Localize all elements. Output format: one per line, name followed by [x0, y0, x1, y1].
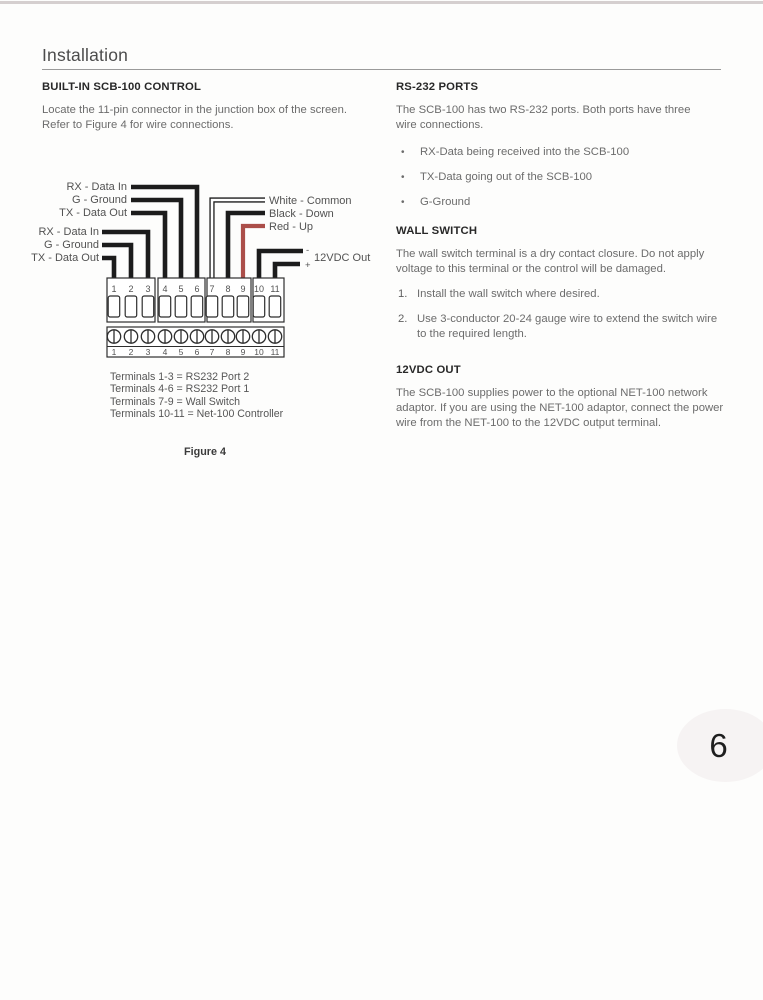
svg-text:7: 7	[209, 284, 215, 294]
svg-text:5: 5	[178, 284, 184, 294]
paragraph-line: Locate the 11-pin connector in the junction box of the screen.	[42, 104, 348, 116]
rs232-bullet-list	[396, 145, 736, 210]
paragraph-line: Install the wall switch where desired.	[417, 288, 600, 300]
svg-text:11: 11	[270, 347, 280, 357]
section-12vdc-out	[396, 364, 736, 431]
paragraph-line: wire from the NET-100 to the 12VDC output terminal.	[396, 417, 661, 429]
svg-text:10: 10	[253, 284, 265, 294]
svg-text:8: 8	[225, 284, 231, 294]
terminal-legend	[110, 371, 283, 421]
svg-text:2: 2	[128, 347, 134, 357]
svg-text:7: 7	[209, 347, 215, 357]
svg-text:TX - Data Out: TX - Data Out	[59, 207, 127, 219]
svg-text:10: 10	[254, 347, 264, 357]
legend-line: Terminals 10-11 = Net-100 Controller	[110, 408, 284, 421]
bullet-item	[396, 195, 736, 210]
svg-text:RX - Data In: RX - Data In	[38, 226, 99, 238]
figure-caption: Figure 4	[184, 446, 226, 458]
bullet-text: RX-Data being received into the SCB-100	[420, 146, 630, 158]
svg-text:1: 1	[111, 284, 117, 294]
12vdc-paragraph	[396, 386, 736, 431]
svg-text:12VDC Out: 12VDC Out	[314, 252, 371, 264]
svg-text:6: 6	[194, 347, 200, 357]
paragraph-line: The SCB-100 has two RS-232 ports. Both ports have three	[396, 104, 691, 116]
section-heading-rs232: RS-232 PORTS	[396, 81, 479, 93]
svg-text:5: 5	[178, 347, 184, 357]
bullet-item	[396, 170, 736, 185]
paragraph-line: Use 3-conductor 20-24 gauge wire to extend the switch wire	[417, 313, 718, 325]
rs232-port1-wires	[131, 187, 197, 282]
svg-text:8: 8	[225, 347, 231, 357]
page-number: 6	[709, 726, 728, 764]
svg-text:2: 2	[128, 284, 134, 294]
page-title: Installation	[42, 45, 129, 65]
bullet-icon: •	[401, 197, 405, 208]
paragraph-line: voltage to this terminal or the control will be damaged.	[396, 263, 667, 275]
paragraph-line: adaptor. If you are using the NET-100 adaptor, connect the power	[396, 402, 724, 414]
wiring-diagram	[25, 178, 385, 364]
vdc-out-wires	[259, 251, 303, 282]
legend-line: Terminals 1-3 = RS232 Port 2	[110, 371, 250, 383]
svg-text:11: 11	[270, 284, 280, 294]
port1-wire-labels	[59, 181, 127, 219]
section-wall-switch	[396, 225, 736, 352]
section-heading-builtin-control: BUILT-IN SCB-100 CONTROL	[42, 81, 202, 93]
numbered-step	[396, 287, 736, 302]
svg-text:4: 4	[162, 284, 168, 294]
bullet-item	[396, 145, 736, 160]
svg-text:G - Ground: G - Ground	[71, 194, 127, 206]
legend-line: Terminals 7-9 = Wall Switch	[110, 395, 241, 408]
svg-text:9: 9	[240, 347, 246, 357]
svg-text:TX - Data Out: TX - Data Out	[31, 252, 99, 264]
terminal-slots	[108, 296, 281, 317]
bullet-icon: •	[401, 172, 405, 183]
paragraph-line: The wall switch terminal is a dry contact closure. Do not apply	[396, 248, 705, 260]
paragraph-line: The SCB-100 supplies power to the optional NET-100 network	[396, 387, 708, 399]
svg-text:9: 9	[240, 284, 246, 294]
paragraph-line: wire connections.	[396, 119, 484, 131]
svg-text:Red - Up: Red - Up	[269, 221, 314, 233]
section-rs232-ports	[396, 81, 736, 220]
svg-text:G - Ground: G - Ground	[43, 239, 99, 251]
bullet-text: TX-Data going out of the SCB-100	[420, 171, 593, 183]
port2-wire-labels	[31, 226, 99, 264]
left-column	[42, 81, 382, 133]
page-number-badge	[677, 709, 763, 782]
svg-text:6: 6	[194, 284, 200, 294]
title-divider	[42, 69, 721, 70]
step-number: 1.	[398, 288, 408, 300]
bullet-text: G-Ground	[420, 196, 471, 208]
svg-text:+: +	[305, 260, 311, 271]
step-number: 2.	[398, 313, 408, 325]
svg-text:RX - Data In: RX - Data In	[66, 181, 127, 193]
builtin-control-paragraph	[42, 103, 382, 133]
wall-switch-steps	[396, 287, 736, 342]
bullet-icon: •	[401, 147, 405, 158]
numbered-step	[396, 312, 736, 342]
svg-text:White - Common: White - Common	[269, 195, 352, 207]
rs232-paragraph	[396, 103, 736, 133]
page-top-edge-bar	[0, 1, 763, 4]
legend-line: Terminals 4-6 = RS232 Port 1	[110, 383, 250, 396]
paragraph-line: to the required length.	[417, 328, 527, 340]
section-heading-wall-switch: WALL SWITCH	[396, 225, 478, 237]
step-text	[417, 287, 600, 302]
svg-text:4: 4	[162, 347, 168, 357]
section-heading-12vdc: 12VDC OUT	[396, 364, 461, 376]
svg-text:1: 1	[111, 347, 117, 357]
svg-text:3: 3	[145, 347, 151, 357]
red-up-wire	[243, 226, 265, 282]
paragraph-line: Refer to Figure 4 for wire connections.	[42, 119, 234, 131]
svg-text:Black - Down: Black - Down	[269, 208, 334, 220]
vdc-out-labels	[305, 245, 370, 271]
wall-switch-paragraph	[396, 247, 736, 277]
rs232-port2-wires	[102, 232, 148, 282]
svg-text:-: -	[306, 245, 310, 256]
step-text	[417, 312, 717, 342]
switch-wire-labels	[269, 195, 352, 233]
svg-text:3: 3	[145, 284, 151, 294]
